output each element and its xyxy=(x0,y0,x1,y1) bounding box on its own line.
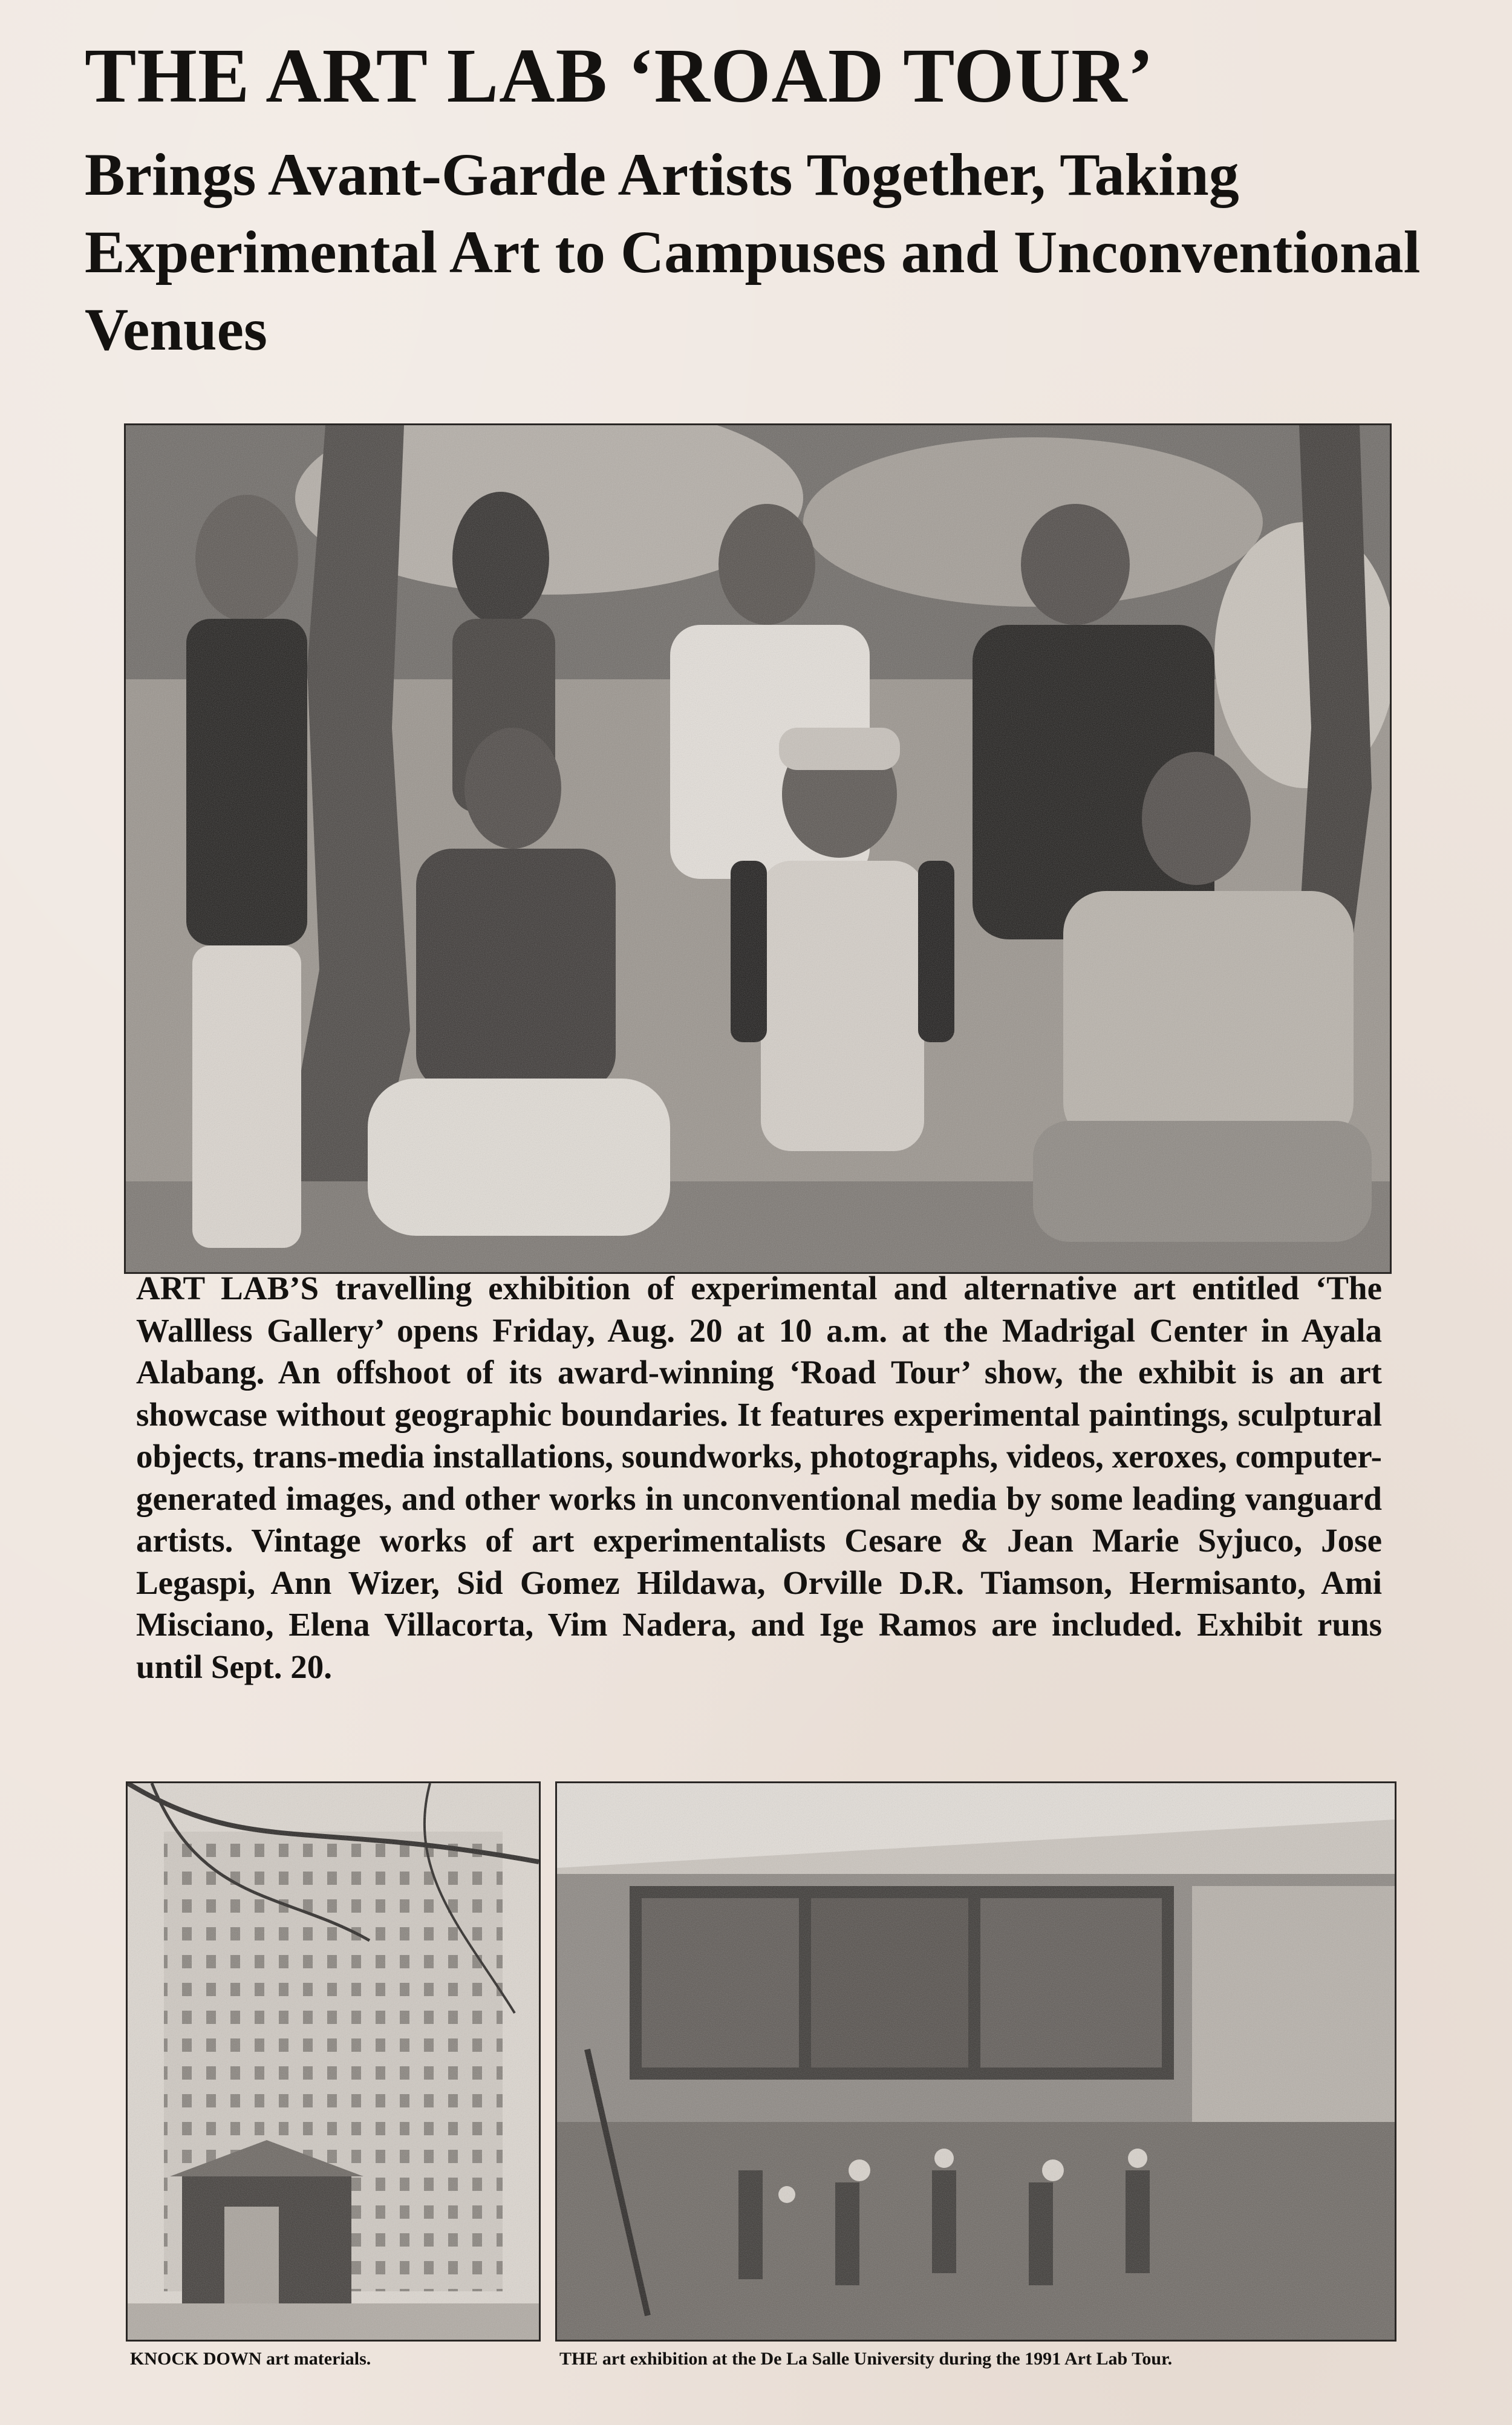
knock-down-illustration xyxy=(128,1783,539,2340)
group-photo-illustration xyxy=(126,425,1390,1272)
dlsu-exhibition-photo xyxy=(555,1781,1396,2342)
caption-knock-down: KNOCK DOWN art materials. xyxy=(130,2349,371,2369)
headline: THE ART LAB ‘ROAD TOUR’ xyxy=(85,33,1155,119)
photo-caption-main: ART LAB’S travelling exhibition of experimental and alternative art entitled ‘The Wallless Gallery’ opens Friday, Aug. 20 at 10 a.m. at the Madrigal Center in Ayala Alabang. An offshoot of its award-winning ‘Road Tour’ show, the exhibit is an art showcase without geographic boundaries. It features experimental paintings, sculptural objects, trans-media installations, soundworks, photographs, videos, xeroxes, computer-generated images, and other works in unconventional media by some leading vanguard artists. Vintage works of art experimentalists Cesare & Jean Marie Syjuco, Jose Legaspi, Ann Wizer, Sid Gomez Hildawa, Orville D.R. Tiamson, Hermisanto, Ami Misciano, Elena Villacorta, Vim Nadera, and Ige Ramos are included. Exhibit runs until Sept. 20. xyxy=(136,1270,1382,1685)
group-photo-artists xyxy=(124,423,1392,1274)
subheadline: Brings Avant-Garde Artists Together, Taking Experimental Art to Campuses and Unconventional Venues xyxy=(85,141,1421,363)
caption-dlsu-exhibition: THE art exhibition at the De La Salle University during the 1991 Art Lab Tour. xyxy=(559,2349,1173,2369)
dlsu-exhibition-illustration xyxy=(557,1783,1395,2340)
knock-down-art-photo xyxy=(126,1781,541,2342)
